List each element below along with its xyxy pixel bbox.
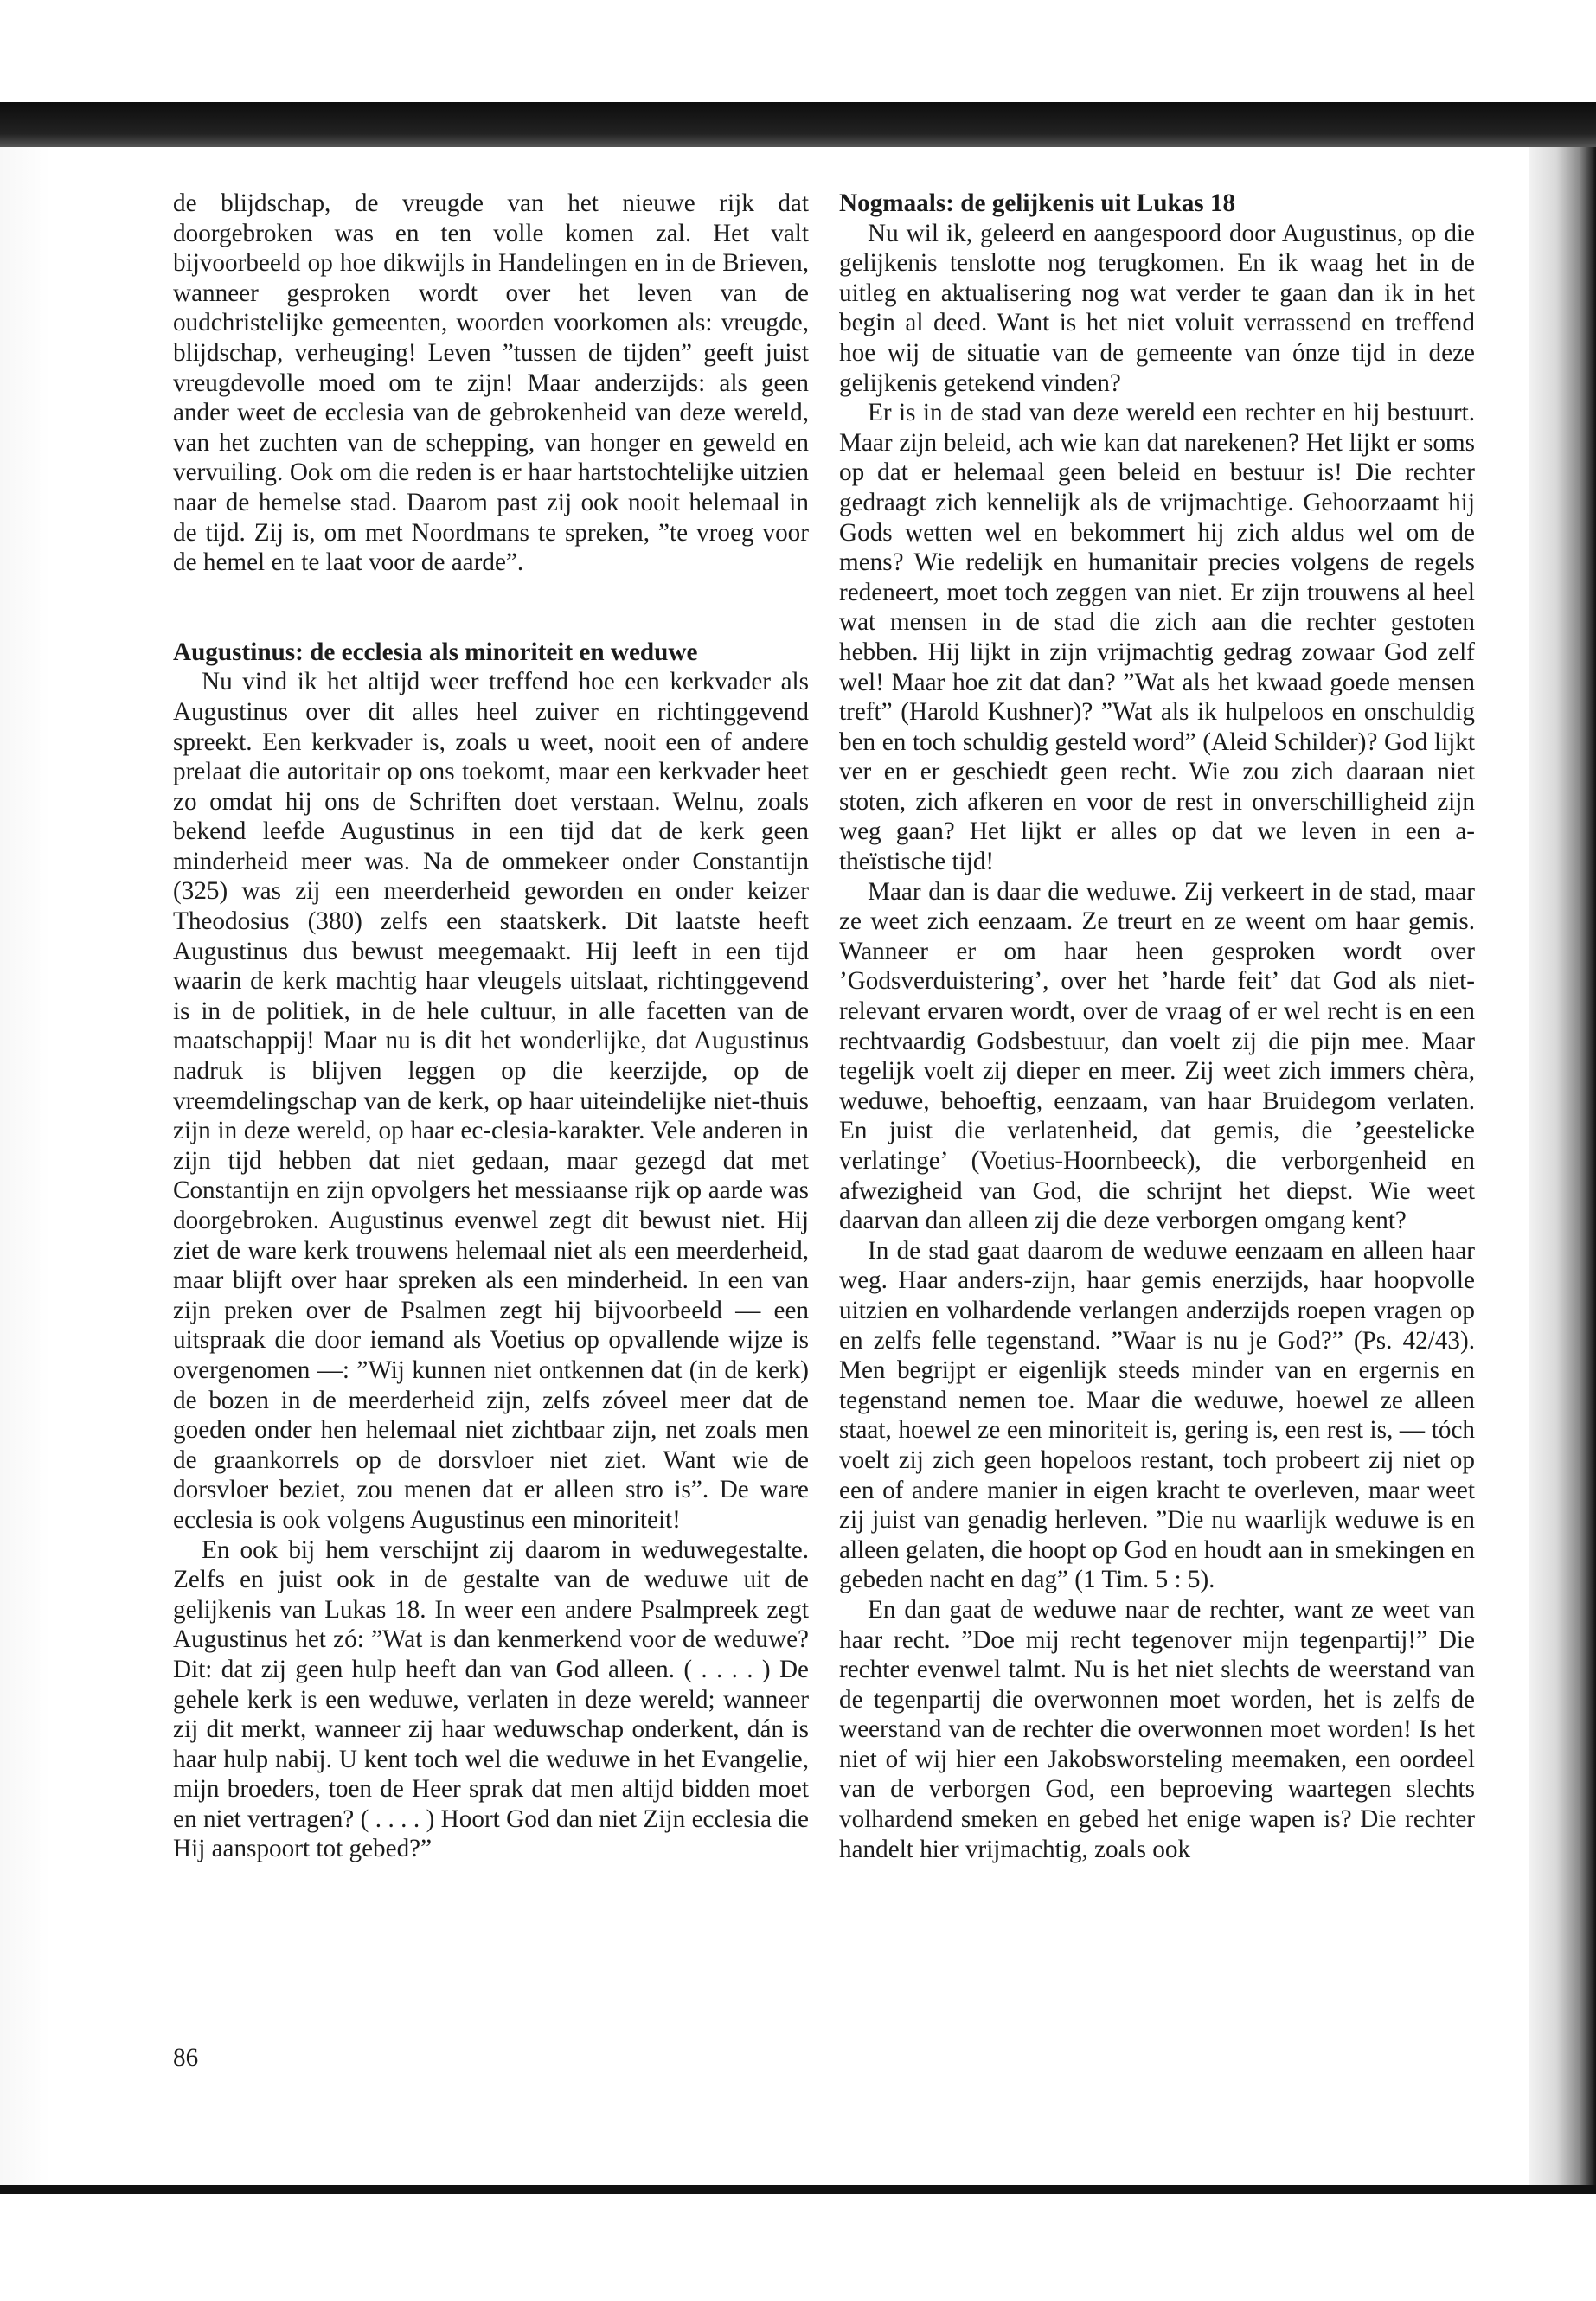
paragraph-stad: In de stad gaat daarom de weduwe eenzaam en alleen haar weg. Haar anders-zijn, haar gemis enerzijds, haar hoopvolle uitzien en volhardende verlangen anderzijds roepen vragen op en zelfs felle tegenstand. ”Waar is nu je God?” (Ps. 42/43). Men begrijpt er eigenlijk steeds minder van en ergernis en tegenstand nemen toe. Maar die weduwe, hoewel ze alleen staat, hoewel ze een minoriteit is, gering is, een rest is, — tóch voelt zij zich geen hopeloos restant, toch probeert zij niet op een of andere manier in eigen kracht te overleven, maar weet zij juist van genadig herleven. ”Die nu waarlijk weduwe is en alleen gelaten, die hoopt op God en houdt aan in smekingen en gebeden nacht en dag” (1 Tim. 5 : 5). [839,1236,1475,1594]
scan-border-top [0,102,1596,147]
scan-border-right [1529,147,1596,2185]
right-column [839,189,1475,1864]
scan-border-bottom [0,2185,1596,2194]
heading-augustinus: Augustinus: de ecclesia als minoriteit en weduwe [173,638,698,666]
page-number: 86 [173,2044,199,2072]
paragraph-weduwe: Maar dan is daar die weduwe. Zij verkeert in de stad, maar ze weet zich eenzaam. Ze treurt en ze weent om haar gemis. Wanneer er om haar heen gesproken wordt over ’Godsverduistering’, over het ’harde feit’ dat God als niet-relevant ervaren wordt, over de vraag of er wel recht is en een rechtvaardig Godsbestuur, dan voelt zij die pijn mee. Maar tegelijk voelt zij dieper en meer. Zij weet zich immers chèra, weduwe, behoeftig, eenzaam, van haar Bruidegom verlaten. En juist die verlatenheid, dat gemis, die ’geestelicke verlatinge’ (Voetius-Hoornbeeck), die verborgenheid en afwezigheid van God, die schrijnt het diepst. Wie weet daarvan dan alleen zij die deze verborgen omgang kent? [839,877,1475,1235]
paragraph-gelijkenis: Nu wil ik, geleerd en aangespoord door Augustinus, op die gelijkenis tenslotte nog terugkomen. En ik waag het in de uitleg en aktualisering nog wat verder te gaan dan ik in het begin al deed. Want is het niet voluit verrassend en treffend hoe wij de situatie van de gemeente van ónze tijd in deze gelijkenis getekend vinden? [839,219,1475,397]
paragraph-kerkvader: Nu vind ik het altijd weer treffend hoe een kerkvader als Augustinus over dit alles heel zuiver en richtinggevend spreekt. Een kerkvader is, zoals u weet, nooit een of andere prelaat die autoritair op ons toekomt, maar een kerkvader heet zo omdat hij ons de Schriften doet verstaan. Welnu, zoals bekend leefde Augustinus in een tijd dat de kerk geen minderheid meer was. Na de ommekeer onder Constantijn (325) was zij een meerderheid geworden en onder keizer Theodosius (380) zelfs een staatskerk. Dit laatste heeft Augustinus dus bewust meegemaakt. Hij leeft in een tijd waarin de kerk machtig haar vleugels uitslaat, richtinggevend is in de politiek, in de hele cultuur, in alle facetten van de maatschappij! Maar nu is dit het wonderlijke, dat Augustinus nadruk is blijven leggen op die keerzijde, op de vreemdelingschap van de kerk, op haar uiteindelijke niet-thuis zijn in deze wereld, op haar ec-clesia-karakter. Vele anderen in zijn tijd hebben dat niet gedaan, maar gezegd dat met Constantijn en zijn opvolgers het messiaanse rijk op aarde was doorgebroken. Augustinus evenwel zegt dit bewust niet. Hij ziet de ware kerk trouwens helemaal niet als een meerderheid, maar blijft over haar spreken als een minderheid. In een van zijn preken over de Psalmen zegt hij bijvoorbeeld — een uitspraak die door iemand als Voetius op opvallende wijze is overgenomen —: ”Wij kunnen niet ontkennen dat (in de kerk) de bozen in de meerderheid zijn, zelfs zóveel meer dat de goeden onder hen helemaal niet zichtbaar zijn, net zoals men de graankorrels op de dorsvloer niet ziet. Want wie de dorsvloer beziet, zou menen dat er alleen stro is”. De ware ecclesia is ook volgens Augustinus een minoriteit! [173,668,809,1534]
paragraph-rechter: Er is in de stad van deze wereld een rechter en hij bestuurt. Maar zijn beleid, ach wie kan dat narekenen? Het lijkt er soms op dat er helemaal geen beleid en bestuur is! Die rechter gedraagt zich kennelijk als de vrijmachtige. Gehoorzaamt hij Gods wetten wel en bekommert hij zich aldus wel om de mens? Wie redelijk en humanitair precies volgens de regels redeneert, moet toch zeggen van niet. Er zijn trouwens al heel wat mensen in de stad die zich aan die rechter gestoten hebben. Hij lijkt in zijn vrijmachtig gedrag zowaar God zelf wel! Maar hoe zit dat dan? ”Wat als het kwaad goede mensen treft” (Harold Kushner)? ”Wat als ik hulpeloos en onschuldig ben en toch schuldig gesteld word” (Aleid Schilder)? God lijkt ver en er geschiedt geen recht. Wie zou zich daaraan niet stoten, zich afkeren en voor de rest in onverschilligheid zijn weg gaan? Het lijkt er alles op dat we leven in een a-theïstische tijd! [839,399,1475,876]
paragraph-weduwegestalte: En ook bij hem verschijnt zij daarom in weduwegestalte. Zelfs en juist ook in de gestalte van de weduwe uit de gelijkenis van Lukas 18. In weer een andere Psalmpreek zegt Augustinus het zó: ”Wat is dan kenmerkend voor de weduwe? Dit: dat zij geen hulp heeft dan van God alleen. ( . . . . ) De gehele kerk is een weduwe, verlaten in deze wereld; wanneer zij dit merkt, wanneer zij haar weduwschap onderkent, dán is haar hulp nabij. U kent toch wel die weduwe in het Evangelie, mijn broeders, toen de Heer sprak dat men altijd bidden moet en niet vertragen? ( . . . . ) Hoort God dan niet Zijn ecclesia die Hij aanspoort tot gebed?” [173,1535,809,1863]
paragraph-vreugde: de blijdschap, de vreugde van het nieuwe rijk dat doorgebroken was en ten volle komen zal. Het valt bijvoorbeeld op hoe dikwijls in Handelingen en in de Brieven, wanneer gesproken wordt over het leven van de oudchristelijke gemeenten, woorden voorkomen als: vreugde, blijdschap, verheuging! Leven ”tussen de tijden” geeft juist vreugdevolle moed om te zijn! Maar anderzijds: als geen ander weet de ecclesia van de gebrokenheid van deze wereld, van het zuchten van de schepping, van honger en geweld en vervuiling. Ook om die reden is er haar hartstochtelijke uitzien naar de hemelse stad. Daarom past zij ook nooit helemaal in de tijd. Zij is, om met Noordmans te spreken, ”te vroeg voor de hemel en te laat voor de aarde”. [173,189,809,577]
heading-lukas: Nogmaals: de gelijkenis uit Lukas 18 [839,189,1236,217]
scan-border-left [0,147,50,2185]
left-column [173,189,809,1864]
section-gap [173,578,809,638]
paragraph-recht: En dan gaat de weduwe naar de rechter, want ze weet van haar recht. ”Doe mij recht tegenover mijn tegenpartij!” Die rechter evenwel talmt. Nu is het niet slechts de weerstand van de tegenpartij die overwonnen moet worden, het is zelfs de weerstand van de rechter die overwonnen moet worden! Is het niet of wij hier een Jakobsworsteling meemaken, een oordeel van de verborgen God, een beproeving waartegen slechts volhardend smeken en gebed het enige wapen is? Die rechter handelt hier vrijmachtig, zoals ook [839,1595,1475,1863]
